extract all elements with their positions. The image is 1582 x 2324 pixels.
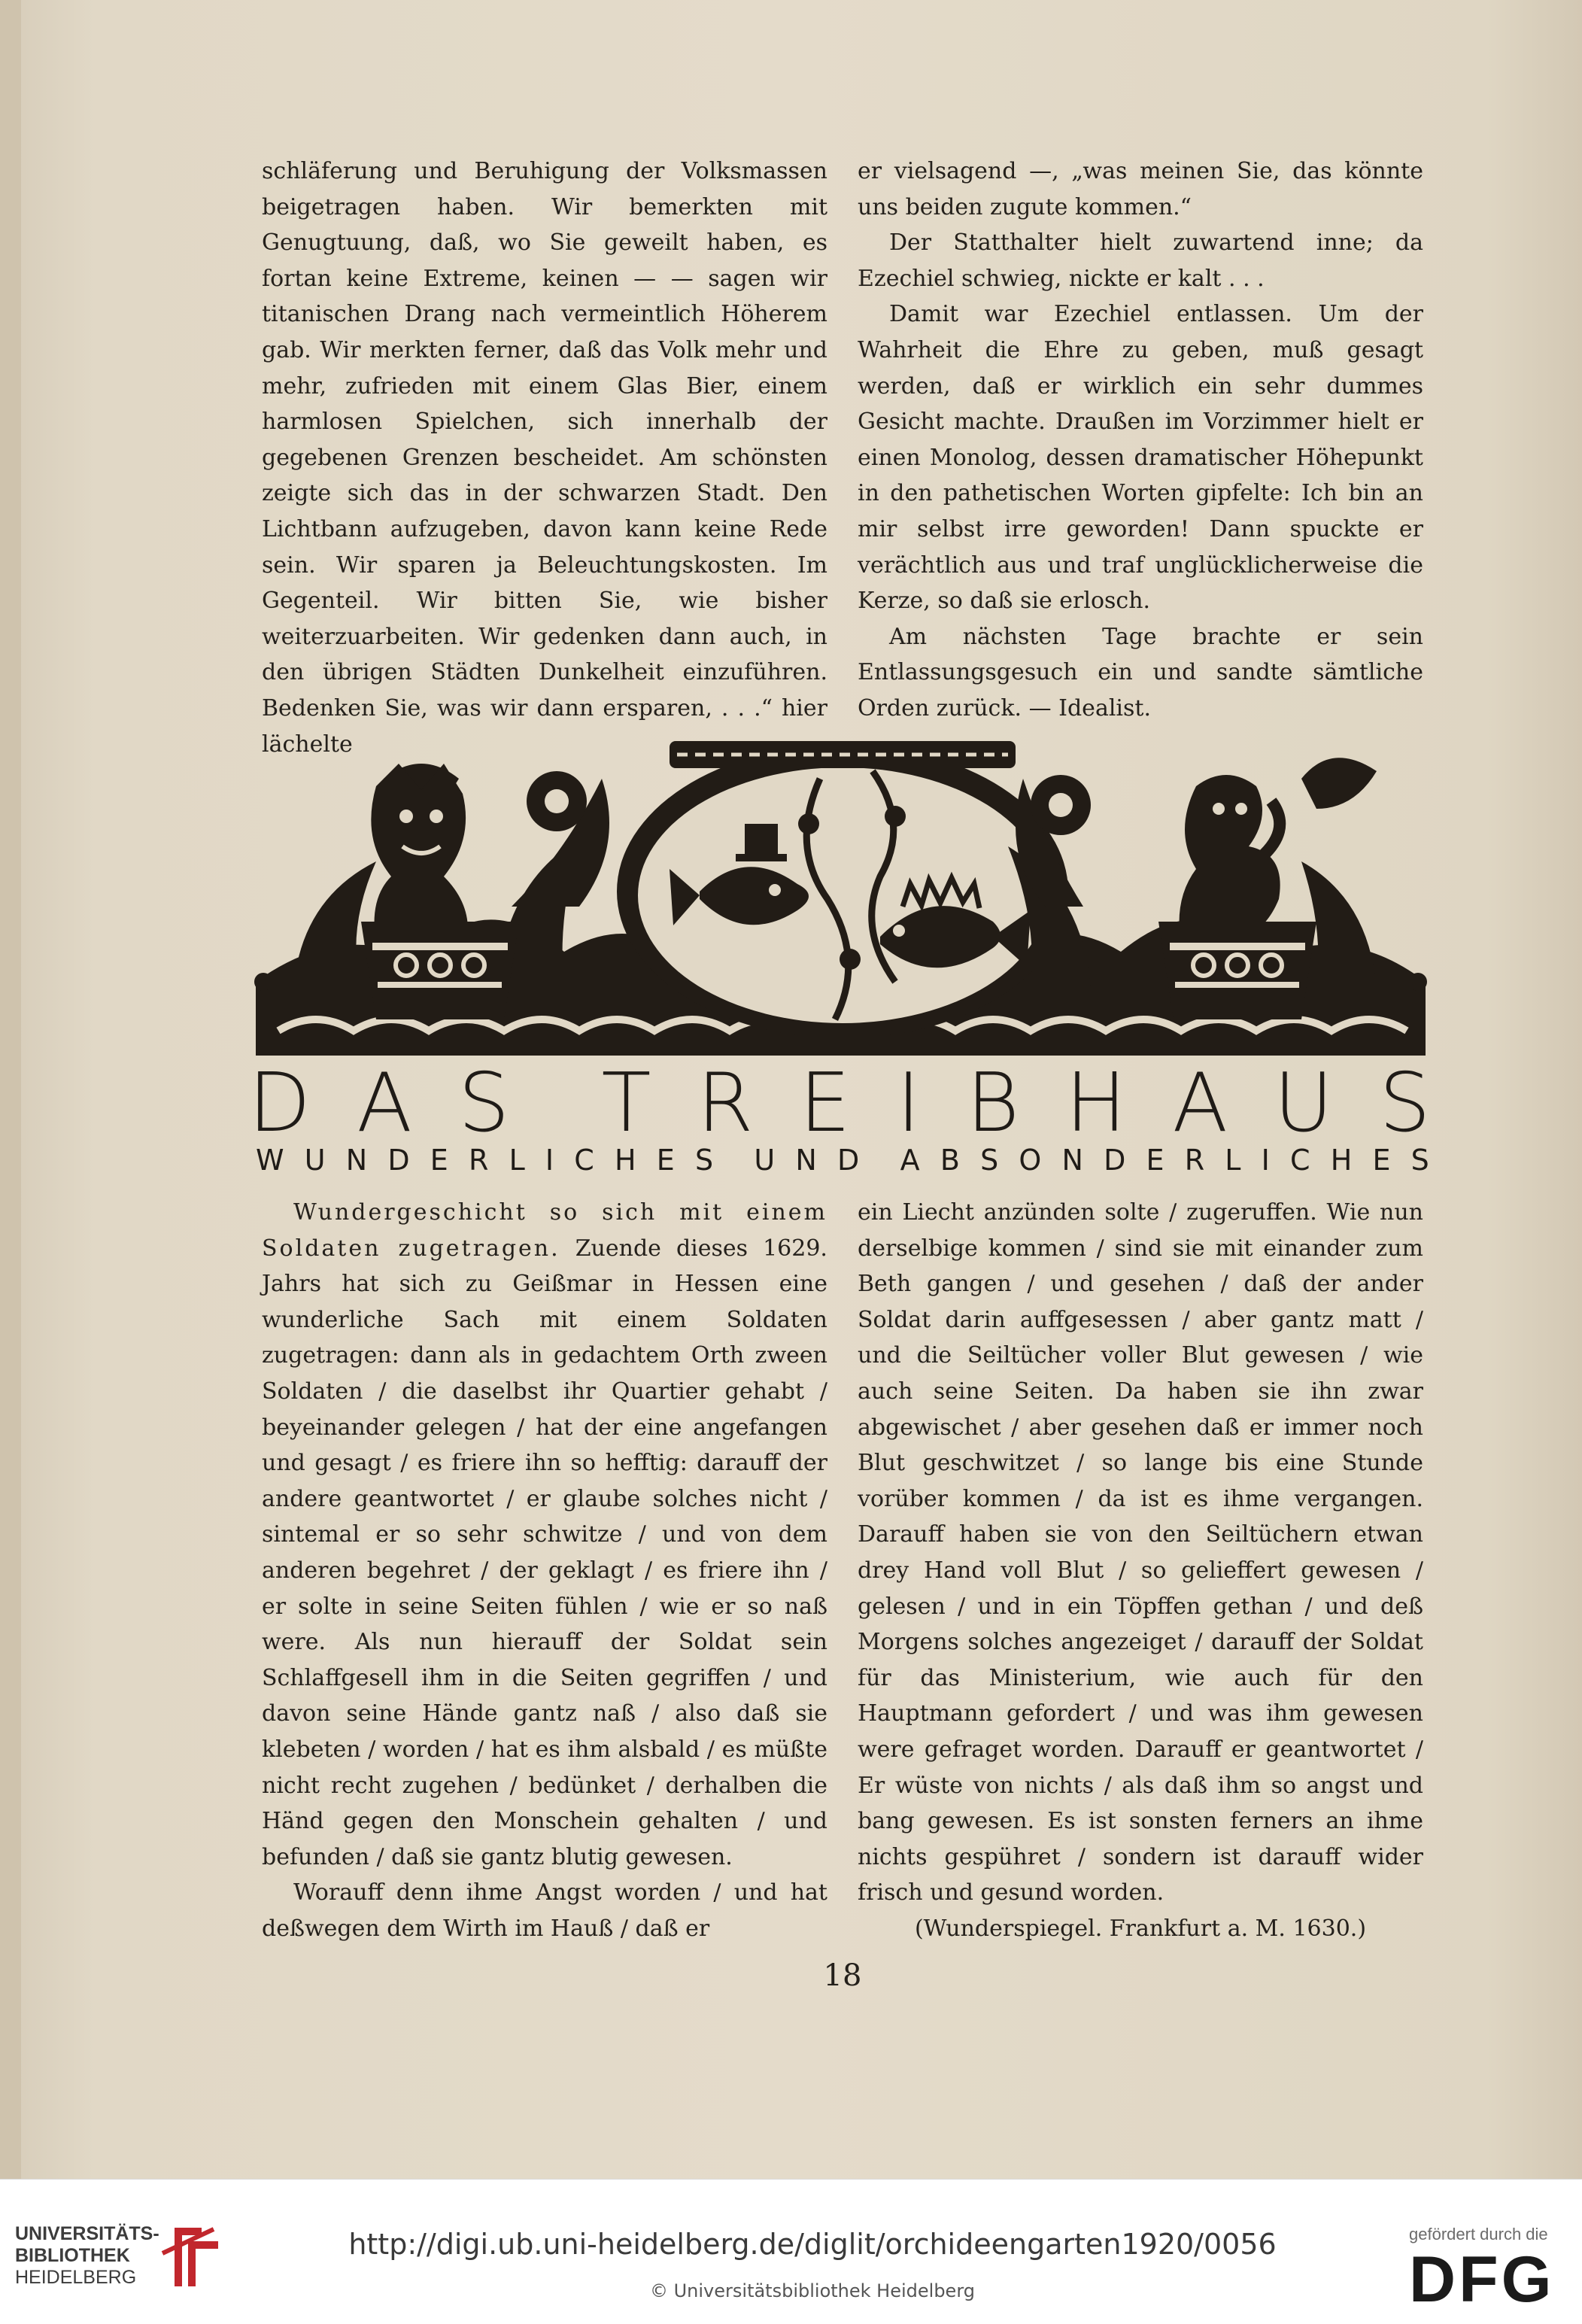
ub-logo-mark-icon (161, 2223, 227, 2291)
institution-line-1: UNIVERSITÄTS- (15, 2223, 159, 2244)
subtitle-letter: D (387, 1144, 410, 1177)
scan-edge (0, 0, 21, 2179)
title-letter: E (799, 1056, 851, 1150)
title-letter: H (1065, 1056, 1127, 1150)
subtitle-letter: E (1372, 1144, 1391, 1177)
copyright-notice: © Universitätsbibliothek Heidelberg (649, 2280, 975, 2301)
story-left-column (262, 1195, 827, 1946)
title-letter: B (966, 1056, 1020, 1150)
subtitle-letter: R (1184, 1144, 1205, 1177)
subtitle-letter: W (256, 1144, 284, 1177)
subtitle-letter: I (545, 1144, 554, 1177)
subtitle-letter: L (1225, 1144, 1241, 1177)
subtitle-letter: C (1290, 1144, 1310, 1177)
story-heading: Wundergeschicht so sich mit einem Soldaten zugetragen. (262, 1199, 827, 1262)
subtitle-letter: H (1330, 1144, 1353, 1177)
subtitle-letter: H (615, 1144, 636, 1177)
subtitle-letter: N (795, 1144, 817, 1177)
woodcut-illustration (248, 734, 1433, 1056)
title-letter: S (458, 1056, 510, 1150)
title-letter: A (357, 1056, 413, 1150)
ub-heidelberg-logo[interactable] (15, 2223, 248, 2295)
page-number: 18 (823, 1958, 862, 1993)
top-right-paragraph-3: Damit war Ezechiel entlassen. Um der Wahrheit die Ehre zu geben, muß gesagt werden, daß er wirklich ein sehr dummes Gesicht machte. Draußen im Vorzimmer hielt er einen Monolog, dessen dramatischer Höhepunkt in den pathetischen Worten gipfelte: Ich bin an mir selbst irre geworden! Dann spuckte er verächtlich aus und traf unglücklicherweise die Kerze, so daß sie erlosch. (858, 301, 1423, 615)
story-paragraph-3: ein Liecht anzünden solte / zugeruffen. Wie nun derselbige kommen / sind sie mit einander zum Beth gangen / und gesehen / daß der ander Soldat darin auffgesessen / aber gantz matt / und die Seiltücher voller Blut gewesen / wie auch seine Seiten. Da haben sie ihn zwar abgewischet / aber gesehen daß er immer noch Blut geschwitzet / so lange bis eine Stunde vorüber kommen / da ist es ihme vergangen. Darauff haben sie von den Seiltüchern etwan drey Hand voll Blut / so gelieffert gewesen / gelesen / und in ein Töpffen gethan / und deß Morgens solches angezeiget / darauff der Soldat für das Ministerium, wie auch für den Hauptmann gefordert / und was ihm gewesen were gefraget worden. Darauff er geantwortet / Er wüste von nichts / als daß ihm so angst und bang gewesen. Es ist sonsten ferners an ihme nichts gespühret / sondern ist darauff wider frisch und gesund worden. (858, 1199, 1423, 1906)
title-letter: A (1172, 1056, 1228, 1150)
institution-line-2: BIBLIOTHEK (15, 2245, 130, 2266)
subtitle-letter: N (345, 1144, 368, 1177)
subtitle-letter: S (694, 1144, 714, 1177)
story-paragraph-1 (262, 1195, 827, 1875)
subtitle-letter: D (1104, 1144, 1126, 1177)
top-right-column (858, 153, 1423, 727)
dfg-logo[interactable]: DFG (1409, 2243, 1555, 2316)
story-paragraph-2: Worauff denn ihme Angst worden / und hat deßwegen dem Wirth im Hauß / daß er (262, 1879, 827, 1942)
top-left-column (262, 153, 827, 762)
subtitle-letter: R (468, 1144, 489, 1177)
institution-line-3: HEIDELBERG (15, 2267, 137, 2288)
institution-name (15, 2223, 159, 2289)
library-footer (0, 2179, 1582, 2324)
title-letter: R (697, 1056, 754, 1150)
subtitle-letter: A (900, 1144, 920, 1177)
subtitle-letter: S (1410, 1144, 1429, 1177)
top-right-paragraph-2: Der Statthalter hielt zuwartend inne; da Ezechiel schwieg, nickte er kalt . . . (858, 229, 1423, 292)
subtitle-letter: B (940, 1144, 960, 1177)
title-letter: U (1274, 1056, 1334, 1150)
top-right-paragraph-1: er vielsagend —, „was meinen Sie, das könnte uns beiden zugute kommen.“ (858, 158, 1423, 220)
top-right-paragraph-4: Am nächsten Tage brachte er sein Entlassungsgesuch ein und sandte sämtliche Orden zurück. — Idealist. (858, 623, 1423, 722)
subtitle-letter: I (1261, 1144, 1270, 1177)
subtitle-letter: U (754, 1144, 776, 1177)
title-letter: S (1379, 1056, 1431, 1150)
subtitle-letter: O (1019, 1144, 1042, 1177)
title-letter: D (248, 1056, 311, 1150)
subtitle-letter: E (430, 1144, 448, 1177)
top-left-paragraph: schläferung und Beruhigung der Volksmassen beigetragen haben. Wir bemerkten mit Genugtuung, daß, wo Sie geweilt haben, es fortan keine Extreme, keinen — — sagen wir titanischen Drang nach vermeintlich Höherem gab. Wir merkten ferner, daß das Volk mehr und mehr, zufrieden mit einem Glas Bier, einem harmlosen Spielchen, sich innerhalb der gegebenen Grenzen bescheidet. Am schönsten zeigte sich das in der schwarzen Stadt. Den Lichtbann aufzugeben, davon kann keine Rede sein. Wir sparen ja Beleuchtungskosten. Im Gegenteil. Wir bitten Sie, wie bisher weiterzuarbeiten. Wir gedenken dann auch, in den übrigen Städten Dunkelheit einzuführen. Bedenken Sie, was wir dann ersparen, . . .“ hier lächelte (262, 158, 827, 758)
funding-label: gefördert durch die (1409, 2225, 1548, 2243)
title-letter: T (601, 1056, 651, 1150)
subtitle-letter: U (304, 1144, 326, 1177)
title-letter: I (896, 1056, 921, 1150)
subtitle-letter: D (837, 1144, 860, 1177)
article-title (248, 1058, 1431, 1150)
source-citation: (Wunderspiegel. Frankfurt a. M. 1630.) (914, 1915, 1367, 1942)
subtitle-letter: L (509, 1144, 525, 1177)
story-right-column (858, 1195, 1423, 1946)
subtitle-letter: N (1061, 1144, 1083, 1177)
permalink-url[interactable]: http://digi.ub.uni-heidelberg.de/diglit/orchideengarten1920/0056 (348, 2228, 1277, 2261)
subtitle-letter: E (1146, 1144, 1164, 1177)
subtitle-letter: E (656, 1144, 675, 1177)
story-paragraph-1-text: Zuende dieses 1629. Jahrs hat sich zu Geißmar in Hessen eine wunderliche Sach mit einem Soldaten zugetragen: dann als in gedachtem Orth zween Soldaten / die daselbst ihr Quartier gehabt / beyeinander gelegen / hat der eine angefangen und gesagt / es friere ihn so hefftig: darauff der andere geantwortet / er glaube solches nicht / sintemal er so sehr schwitze / und von dem anderen begehret / der geklagt / es friere ihn / er solte in seine Seiten fühlen / wie er so naß were. Als nun hierauff der Soldat sein Schlaffgesell ihm in die Seiten gegriffen / und davon seine Hände gantz naß / also daß sie klebeten / worden / hat es ihm alsbald / es müßte nicht recht zugehen / bedünket / derhalben die Händ gegen den Monschein gehalten / und befunden / daß sie gantz blutig gewesen. (262, 1235, 827, 1870)
subtitle-letter: C (574, 1144, 594, 1177)
article-subtitle (256, 1141, 1429, 1179)
subtitle-letter: S (980, 1144, 999, 1177)
